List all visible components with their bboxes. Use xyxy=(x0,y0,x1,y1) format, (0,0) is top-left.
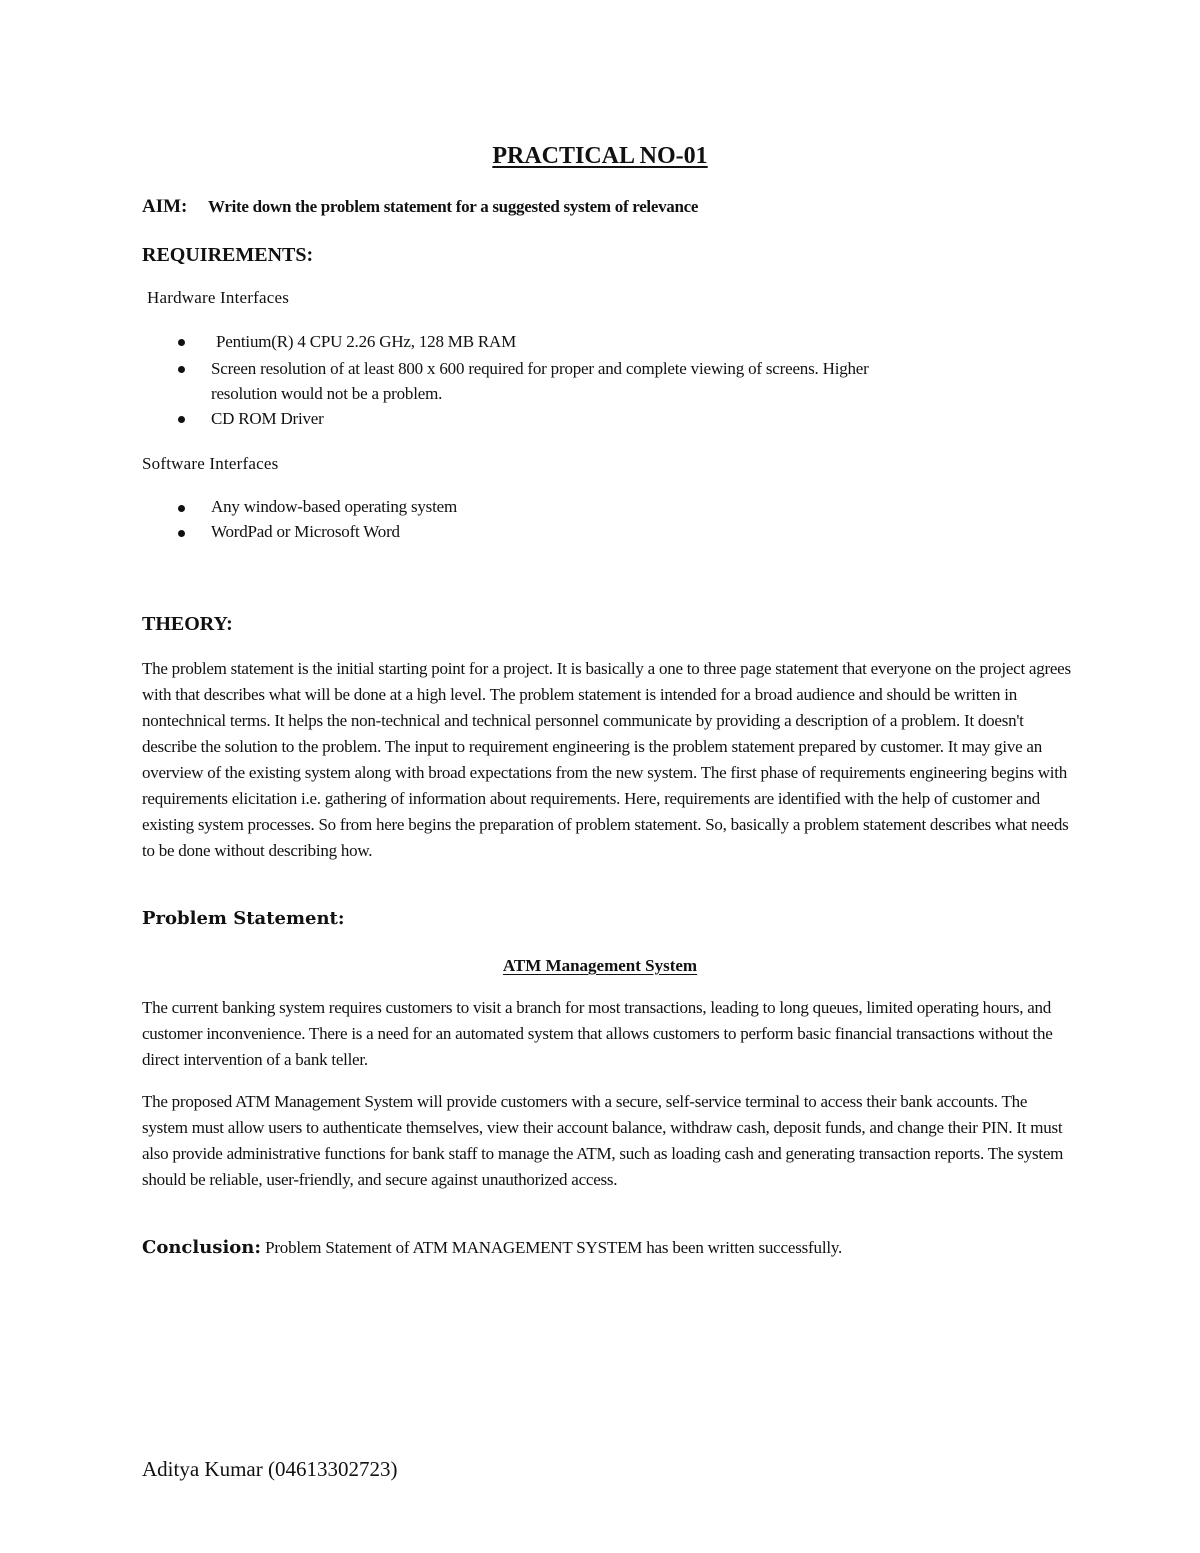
conclusion-text: Problem Statement of ATM MANAGEMENT SYSTEM has been written successfully. xyxy=(265,1238,843,1257)
list-item-text: Any window-based operating system xyxy=(211,497,457,516)
hardware-interfaces-label: Hardware Interfaces xyxy=(147,288,290,307)
aim-label: AIM: xyxy=(142,196,188,217)
problem-paragraph-1: The current banking system requires customers to visit a branch for most transactions, leading to long queues, limited operating hours, and customer inconvenience. There is a need for an automated system that allows customers to perform basic financial transactions without the direct intervention of a bank teller. xyxy=(142,998,1053,1069)
problem-paragraph-2: The proposed ATM Management System will provide customers with a secure, self-service terminal to access their bank accounts. The system must allow users to authenticate themselves, view their account balance, withdraw cash, deposit funds, and change their PIN. It must also provide administrative functions for bank staff to manage the ATM, such as loading cash and generating transaction reports. The system should be reliable, user-friendly, and secure against unauthorized access. xyxy=(142,1092,1064,1189)
software-interfaces-label: Software Interfaces xyxy=(142,454,279,473)
problem-statement-heading: Problem Statement: xyxy=(142,908,345,929)
list-item-text-continued: resolution would not be a problem. xyxy=(211,384,443,403)
list-item-text: CD ROM Driver xyxy=(211,409,324,428)
list-item-text: Pentium(R) 4 CPU 2.26 GHz, 128 MB RAM xyxy=(216,332,517,351)
bullet-icon xyxy=(178,366,185,373)
theory-heading: THEORY: xyxy=(142,613,233,635)
footer-author: Aditya Kumar (04613302723) xyxy=(142,1457,398,1481)
conclusion xyxy=(142,1237,842,1258)
bullet-icon xyxy=(178,339,185,346)
bullet-icon xyxy=(178,505,185,512)
aim-text: Write down the problem statement for a suggested system of relevance xyxy=(208,197,699,216)
conclusion-label: Conclusion: xyxy=(142,1237,262,1258)
page-title: PRACTICAL NO-01 xyxy=(492,143,708,169)
bullet-icon xyxy=(178,416,185,423)
theory-paragraph: The problem statement is the initial starting point for a project. It is basically a one to three page statement that everyone on the project agrees with that describes what will be done at a high level. The problem statement is intended for a broad audience and should be written in nontechnical terms. It helps the non-technical and technical personnel communicate by providing a description of a problem. It doesn't describe the solution to the problem. The input to requirement engineering is the problem statement prepared by customer. It may give an overview of the existing system along with broad expectations from the new system. The first phase of requirements engineering begins with requirements elicitation i.e. gathering of information about requirements. Here, requirements are identified with the help of customer and existing system processes. So from here begins the preparation of problem statement. So, basically a problem statement describes what needs to be done without describing how. xyxy=(142,659,1071,860)
list-item-text: Screen resolution of at least 800 x 600 required for proper and complete viewing of screens. Higher xyxy=(211,359,869,378)
bullet-icon xyxy=(178,530,185,537)
system-title: ATM Management System xyxy=(502,956,698,975)
requirements-heading: REQUIREMENTS: xyxy=(142,244,314,266)
list-item-text: WordPad or Microsoft Word xyxy=(211,522,400,541)
